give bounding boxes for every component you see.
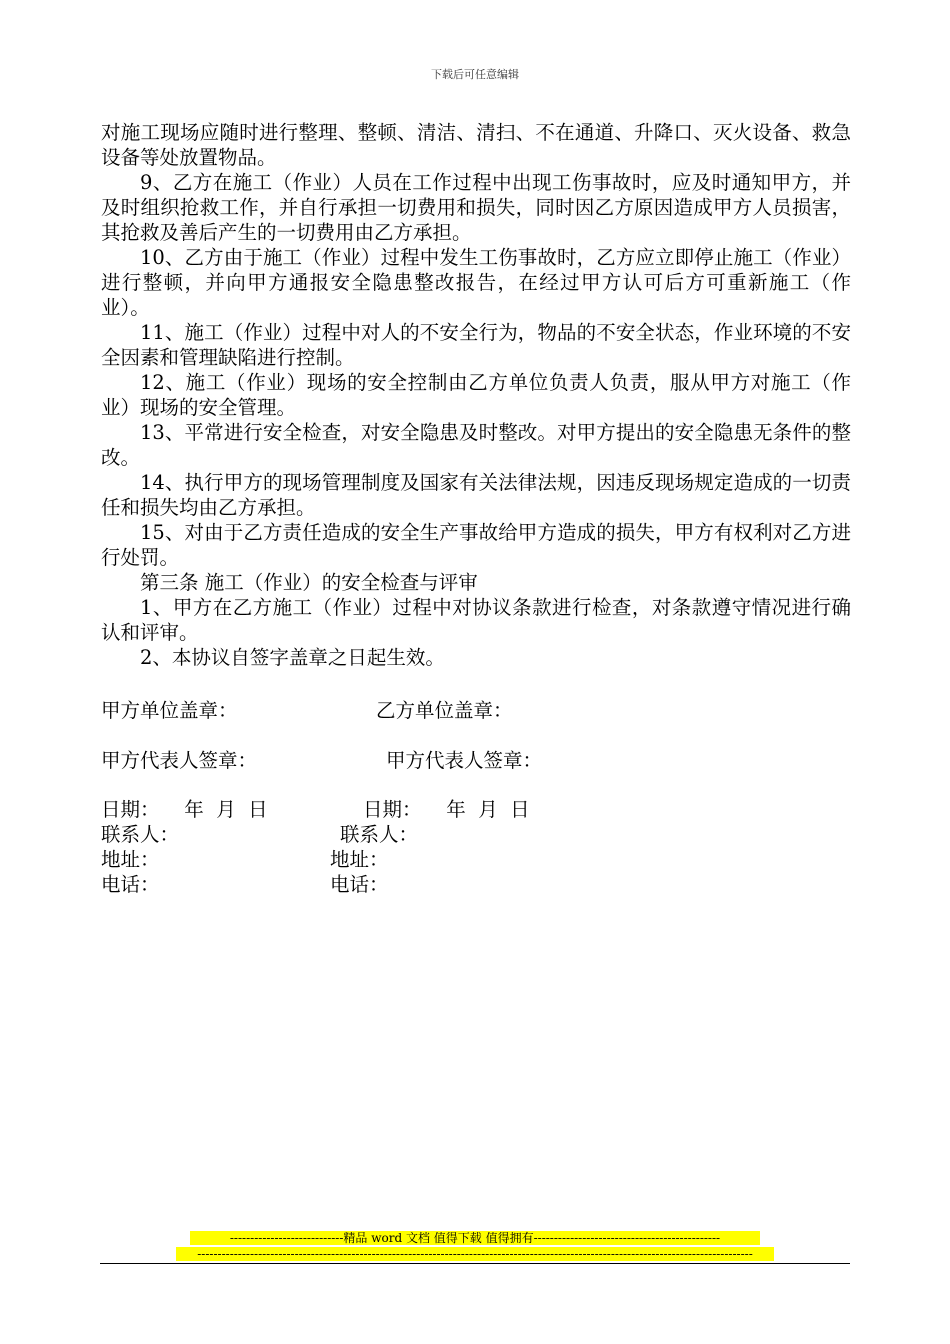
footer-dashes: ----------------------------------------------------------------------------------------------------------------------------------------- xyxy=(176,1247,774,1261)
page-header: 下载后可任意编辑 xyxy=(431,68,519,81)
footer-banner: ----------------------------精品 word 文档 值得下载 值得拥有---------------------------------------------- xyxy=(190,1231,760,1245)
party-a-address-label: 地址： xyxy=(101,848,160,871)
party-a-contact-label: 联系人： xyxy=(101,823,180,846)
party-a-seal-label: 甲方单位盖章： xyxy=(101,699,238,722)
party-b-seal-label: 乙方单位盖章： xyxy=(376,699,513,722)
party-a-rep-label: 甲方代表人签章： xyxy=(101,749,258,772)
footer-divider xyxy=(100,1263,850,1264)
paragraph-clause-13: 13、平常进行安全检查，对安全隐患及时整改。对甲方提出的安全隐患无条件的整改。 xyxy=(101,421,851,469)
paragraph-clause-12: 12、施工（作业）现场的安全控制由乙方单位负责人负责，服从甲方对施工（作业）现场的安全管理。 xyxy=(101,371,851,419)
paragraph-site-tidiness: 对施工现场应随时进行整理、整顿、清洁、清扫、不在通道、升降口、灭火设备、救急设备等处放置物品。 xyxy=(101,121,851,169)
paragraph-clause-15: 15、对由于乙方责任造成的安全生产事故给甲方造成的损失，甲方有权利对乙方进行处罚。 xyxy=(101,521,851,569)
party-a-date-label: 日期： 年 月 日 xyxy=(101,798,268,821)
party-b-contact-label: 联系人： xyxy=(340,823,419,846)
party-b-address-label: 地址： xyxy=(330,848,389,871)
paragraph-clause-11: 11、施工（作业）过程中对人的不安全行为，物品的不安全状态，作业环境的不安全因素和管理缺陷进行控制。 xyxy=(101,321,851,369)
party-a-phone-label: 电话： xyxy=(101,873,160,896)
party-b-rep-label: 甲方代表人签章： xyxy=(386,749,543,772)
party-b-date-label: 日期： 年 月 日 xyxy=(363,798,530,821)
paragraph-article-3-item-2: 2、本协议自签字盖章之日起生效。 xyxy=(140,646,445,669)
party-b-phone-label: 电话： xyxy=(330,873,389,896)
paragraph-clause-14: 14、执行甲方的现场管理制度及国家有关法律法规，因违反现场规定造成的一切责任和损失均由乙方承担。 xyxy=(101,471,851,519)
paragraph-article-3-item-1: 1、甲方在乙方施工（作业）过程中对协议条款进行检查，对条款遵守情况进行确认和评审。 xyxy=(101,596,851,644)
paragraph-clause-9: 9、乙方在施工（作业）人员在工作过程中出现工伤事故时，应及时通知甲方，并及时组织抢救工作，并自行承担一切费用和损失，同时因乙方原因造成甲方人员损害，其抢救及善后产生的一切费用由乙方承担。 xyxy=(101,171,851,244)
document-body xyxy=(101,120,851,670)
section-heading-article-3: 第三条 施工（作业）的安全检查与评审 xyxy=(140,571,478,594)
paragraph-clause-10: 10、乙方由于施工（作业）过程中发生工伤事故时，乙方应立即停止施工（作业）进行整顿，并向甲方通报安全隐患整改报告，在经过甲方认可后方可重新施工（作业）。 xyxy=(101,246,851,319)
